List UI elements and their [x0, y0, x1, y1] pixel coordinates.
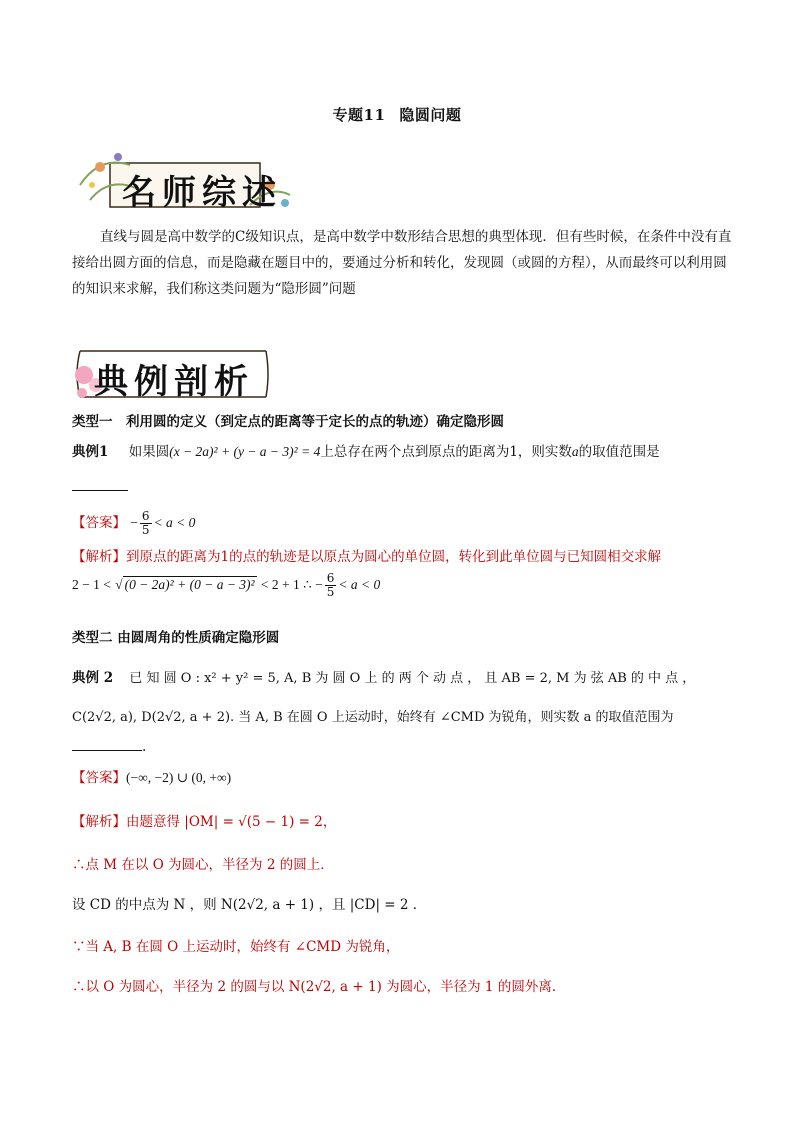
example2-analysis-tag: 【解析】 [72, 814, 126, 830]
example2-label: 典例 2 [72, 670, 114, 686]
intro-paragraph: 直线与圆是高中数学的C级知识点，是高中数学中数形结合思想的典型体现．但有些时候，在条件中没有直接给出圆方面的信息，而是隐藏在题目中的，要通过分析和转化，发现圆（或圆的方程），从而最终可以利用圆的知识来求解，我们称这类问题为“隐形圆”问题 [72, 229, 732, 297]
example2-analysis2: ∴点 M 在以 O 为圆心，半径为 2 的圆上． [72, 857, 334, 873]
example2-analysis3: 设 CD 的中点为 N ，则 N(2√2, a + 1) ，且 |CD| = 2 ． [72, 897, 427, 913]
example2-answer [72, 766, 231, 786]
ineq-sqrt: (0 − 2a)² + (0 − a − 3)² [124, 577, 255, 592]
banner1-label: 名师综述 [122, 173, 282, 213]
answer-denominator: 5 [141, 523, 150, 537]
example2-analysis5: ∴以 O 为圆心，半径为 2 的圆与以 N(2√2, a + 1) 为圆心，半径为 1 的圆外离． [72, 979, 566, 995]
banner-example-analysis [70, 345, 270, 407]
example2-line3 [72, 738, 146, 755]
ineq-end: < a < 0 [338, 577, 381, 592]
title-name: 隐圆问题 [399, 106, 462, 124]
example2-analysis1 [72, 810, 336, 830]
answer-tag: 【答案】 [72, 515, 126, 531]
ineq-fraction [325, 572, 337, 599]
example1-formula: (x − 2a)² + (y − a − 3)² = 4 [169, 444, 321, 459]
type1-heading: 类型一 利用圆的定义（到定点的距离等于定长的点的轨迹）确定隐形圆 [72, 414, 504, 430]
example2-period: . [142, 739, 147, 755]
example2-line2: C(2√2, a), D(2√2, a + 2). 当 A, B 在圆 O 上运动时，始终有 ∠CMD 为锐角，则实数 a 的取值范围为 [72, 710, 674, 725]
example1-analysis [72, 545, 661, 565]
example1-inequality: 2 − 1 < √ (0 − 2a)² + (0 − a − 3)² < 2 + 1 ∴ − $\frac{6}{5}$ < a < 0 [72, 571, 381, 599]
title-topic: 专题11 [332, 106, 386, 124]
example1-blank [72, 490, 128, 491]
example2-analysis4: ∵当 A, B 在圆 O 上运动时，始终有 ∠CMD 为锐角， [72, 939, 400, 955]
example2-analysis-text1: 由题意得 |OM| = √(5 − 1) = 2， [126, 814, 337, 830]
page-title [0, 104, 794, 125]
ineq-right: < 2 + 1 ∴ − [260, 577, 323, 592]
ineq-left: 2 − 1 < [72, 577, 111, 592]
example2-answer-tag: 【答案】 [72, 770, 126, 786]
analysis-tag: 【解析】 [72, 549, 126, 565]
answer-numerator: 6 [141, 509, 150, 523]
ineq-denominator: 5 [326, 585, 335, 599]
answer-rest: < a < 0 [153, 515, 196, 530]
type2-heading: 类型二 由圆周角的性质确定隐形圆 [72, 630, 280, 646]
banner2-label: 典例剖析 [94, 362, 254, 402]
example1-text-b: 上总存在两个点到原点的距离为1，则实数 [320, 444, 572, 460]
example1-answer [72, 510, 195, 537]
example2-line1 [72, 666, 695, 686]
example1-text-c: 的取值范围是 [578, 444, 660, 460]
example2-blank [72, 738, 142, 751]
analysis-text: 到原点的距离为1的点的轨迹是以原点为圆心的单位圆，转化到此单位圆与已知圆相交求解 [126, 549, 662, 565]
example1-var: a [571, 444, 579, 459]
example1-text-a: 如果圆 [128, 444, 170, 460]
example1-line [72, 440, 660, 460]
ineq-numerator: 6 [326, 571, 335, 585]
answer-fraction [140, 510, 152, 537]
banner-famous-teacher [70, 145, 300, 217]
example2-text-1: 已 知 圆 O : x² + y² = 5, A, B 为 圆 O 上 的 两 个 动 点 ， 且 AB = 2, M 为 弦 AB 的 中 点 ， [129, 671, 696, 686]
example1-label: 典例1 [72, 444, 109, 460]
answer-minus: − [130, 515, 138, 530]
example2-answer-value: (−∞, −2) ∪ (0, +∞) [126, 770, 232, 785]
